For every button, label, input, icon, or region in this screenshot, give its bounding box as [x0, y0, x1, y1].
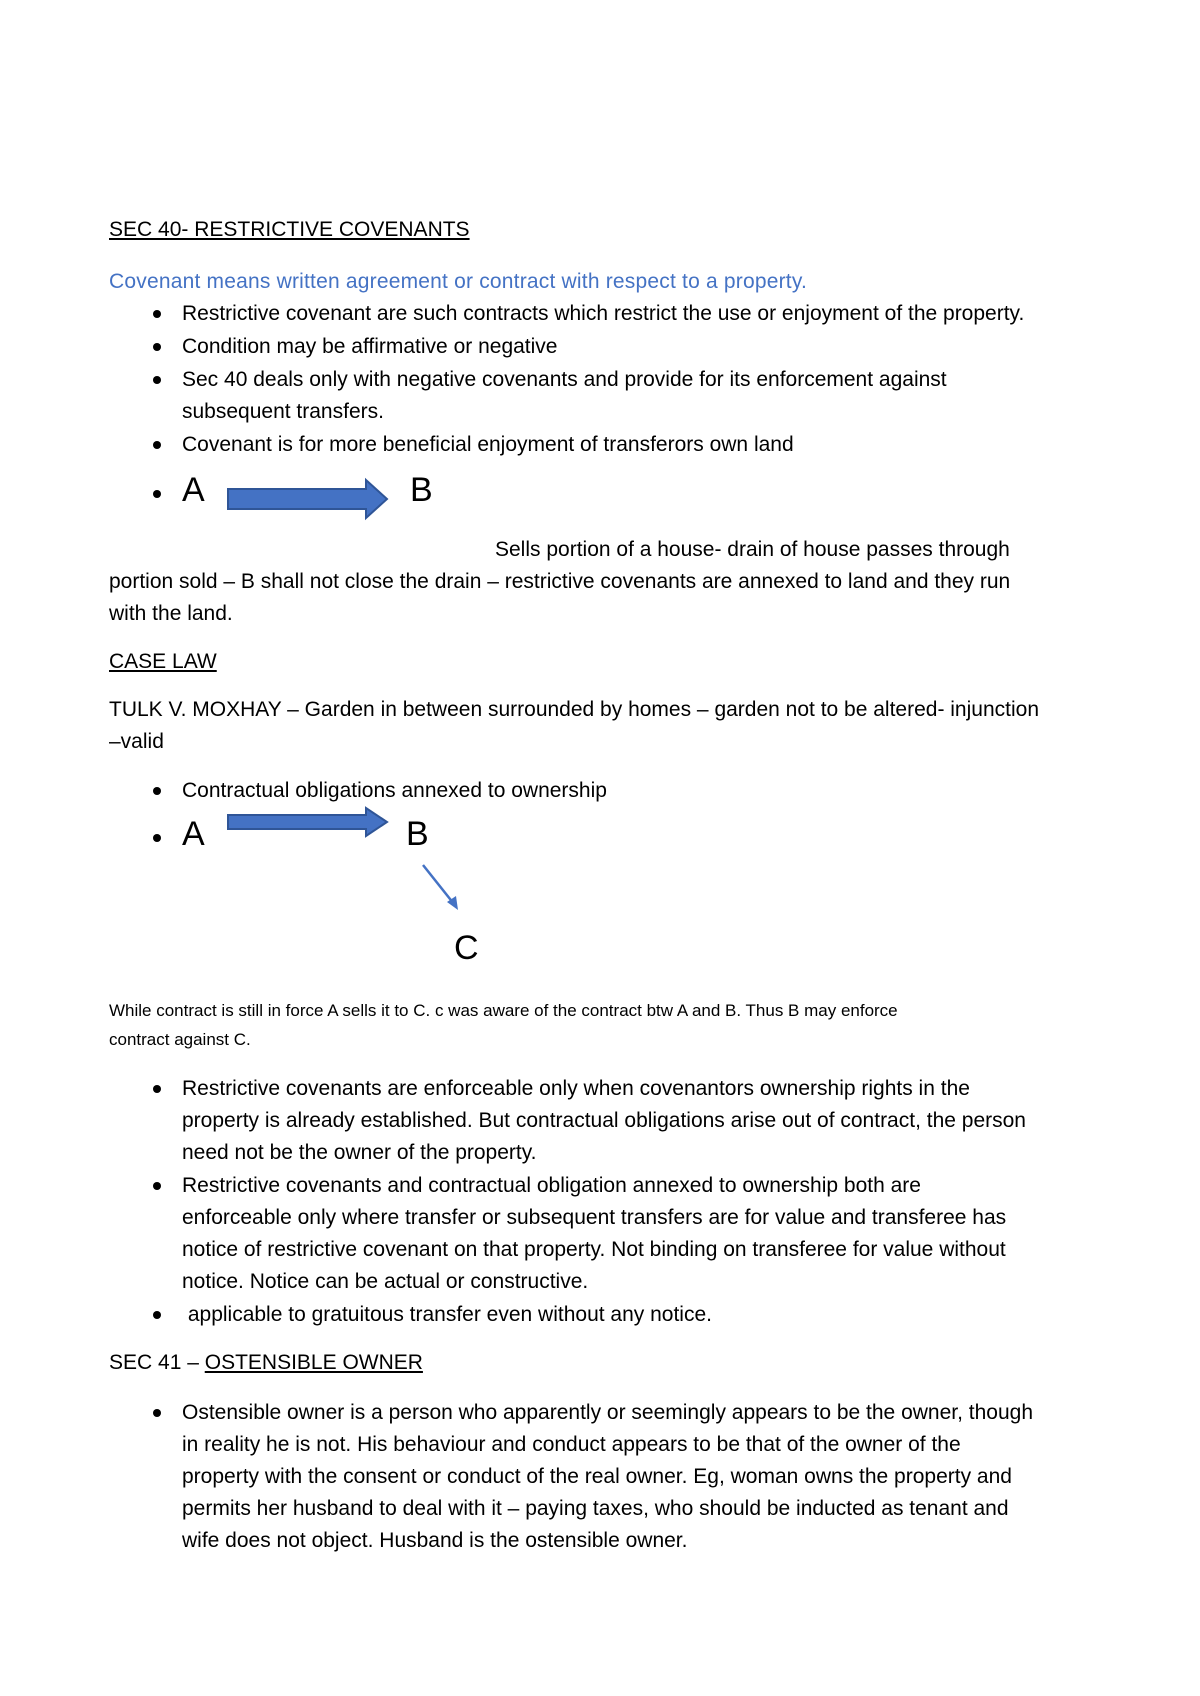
party-c-label: C [454, 929, 479, 967]
note-line: contract against C. [109, 1030, 251, 1049]
point-line: enforceable only where transfer or subsequent transfers are for value and transferee has [182, 1206, 1007, 1229]
sec41-line: wife does not object. Husband is the ostensible owner. [182, 1529, 688, 1552]
case-line: –valid [109, 730, 164, 753]
sec41-line: in reality he is not. His behaviour and conduct appears to be that of the owner of the [182, 1433, 961, 1456]
example-line: with the land. [109, 602, 233, 625]
diagonal-arrow-icon [420, 862, 462, 914]
party-b-label: B [406, 815, 429, 853]
bullet-icon [153, 310, 161, 318]
note-line: While contract is still in force A sells it to C. c was aware of the contract btw A and B. Thus B may enforce [109, 1001, 898, 1020]
example-line: portion sold – B shall not close the drain – restrictive covenants are annexed to land and they run [109, 570, 1011, 593]
sec40-heading: SEC 40- RESTRICTIVE COVENANTS [109, 218, 470, 241]
sec41-line: permits her husband to deal with it – paying taxes, who should be inducted as tenant and [182, 1497, 1009, 1520]
covenant-definition: Covenant means written agreement or contract with respect to a property. [109, 270, 808, 293]
bullet-text: Condition may be affirmative or negative [182, 335, 558, 358]
point-line: Restrictive covenants are enforceable only when covenantors ownership rights in the [182, 1077, 970, 1100]
bullet-text: Sec 40 deals only with negative covenants and provide for its enforcement against [182, 368, 947, 391]
bullet-icon [153, 1409, 161, 1417]
sec41-line: property with the consent or conduct of the real owner. Eg, woman owns the property and [182, 1465, 1012, 1488]
bullet-icon [153, 1182, 161, 1190]
point-line: applicable to gratuitous transfer even without any notice. [182, 1303, 712, 1326]
case-law-heading: CASE LAW [109, 650, 217, 673]
point-line: notice of restrictive covenant on that property. Not binding on transferee for value without [182, 1238, 1006, 1261]
block-arrow-right-icon [226, 806, 390, 840]
block-arrow-right-icon [226, 478, 390, 520]
bullet-icon [153, 1085, 161, 1093]
party-a-label: A [182, 815, 205, 853]
point-line: notice. Notice can be actual or constructive. [182, 1270, 589, 1293]
bullet-icon [153, 787, 161, 795]
bullet-icon [153, 441, 161, 449]
sec41-line: Ostensible owner is a person who apparently or seemingly appears to be the owner, though [182, 1401, 1034, 1424]
bullet-icon [153, 376, 161, 384]
point-line: need not be the owner of the property. [182, 1141, 537, 1164]
bullet-text-continued: subsequent transfers. [182, 400, 384, 423]
party-a-label: A [182, 471, 205, 509]
bullet-text: Contractual obligations annexed to ownership [182, 779, 607, 802]
point-line: Restrictive covenants and contractual obligation annexed to ownership both are [182, 1174, 921, 1197]
bullet-icon [153, 343, 161, 351]
sec41-heading-prefix: SEC 41 – [109, 1351, 205, 1374]
point-line: property is already established. But contractual obligations arise out of contract, the person [182, 1109, 1026, 1132]
party-b-label: B [410, 471, 433, 509]
bullet-icon [153, 490, 161, 498]
bullet-icon [153, 834, 161, 842]
bullet-text: Covenant is for more beneficial enjoyment of transferors own land [182, 433, 794, 456]
example-line: Sells portion of a house- drain of house passes through [495, 538, 1010, 561]
case-line: TULK V. MOXHAY – Garden in between surrounded by homes – garden not to be altered- injunction [109, 698, 1039, 721]
sec41-heading-title: OSTENSIBLE OWNER [204, 1351, 423, 1374]
sec41-heading [109, 1347, 423, 1379]
bullet-text: Restrictive covenant are such contracts which restrict the use or enjoyment of the property. [182, 302, 1025, 325]
bullet-icon [153, 1311, 161, 1319]
